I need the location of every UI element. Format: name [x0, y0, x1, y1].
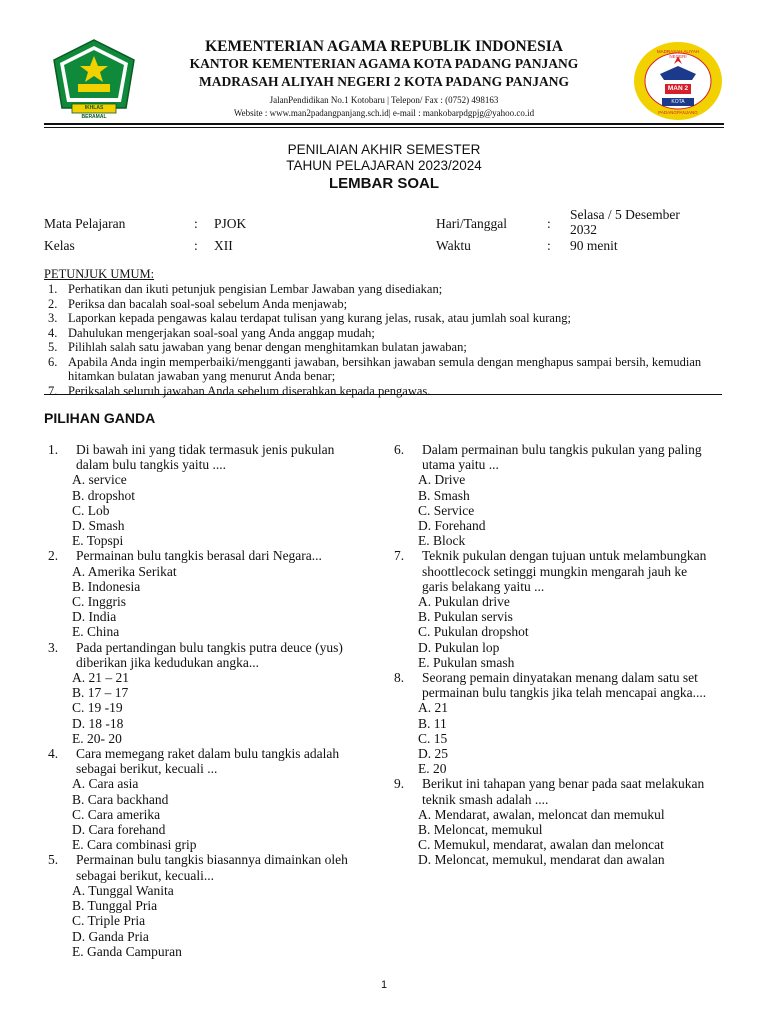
answer-option: C. Pukulan dropshot	[418, 624, 529, 640]
instruction-item	[44, 355, 724, 384]
instruction-text: Perhatikan dan ikuti petunjuk pengisian Lembar Jawaban yang disediakan;	[68, 282, 443, 296]
question-item	[44, 640, 364, 746]
question-number: 5.	[48, 852, 59, 868]
logo-kota-text: KOTA	[671, 99, 685, 105]
instruction-number: 3.	[48, 311, 58, 325]
question-text: Permainan bulu tangkis biasannya dimainkan oleh sebagai berikut, kecuali...	[76, 852, 348, 883]
answer-option: E. Topspi	[72, 533, 124, 549]
question-item	[44, 548, 364, 639]
subject-colon: :	[194, 216, 198, 231]
instruction-number: 5.	[48, 340, 58, 354]
answer-option: C. Cara amerika	[72, 806, 161, 822]
instruction-text: Pilihlah salah satu jawaban yang benar dengan menghitamkan bulatan jawaban;	[68, 340, 467, 354]
question-text: Seorang pemain dinyatakan menang dalam satu set permainan bulu tangkis jika telah mencapai angka....	[422, 670, 707, 701]
question-number: 8.	[394, 670, 405, 686]
instruction-item	[44, 326, 724, 341]
question-item	[390, 776, 710, 867]
time-colon: :	[547, 238, 551, 253]
header-school: MADRASAH ALIYAH NEGERI 2 KOTA PADANG PANJANG	[198, 74, 570, 89]
instructions-title: PETUNJUK UMUM:	[44, 267, 155, 281]
header-address: JalanPendidikan No.1 Kotobaru | Telepon/ Fax : (0752) 498163	[269, 95, 499, 105]
date-colon: :	[547, 216, 551, 231]
class-value: XII	[214, 238, 233, 253]
answer-option: C. 19 -19	[72, 700, 123, 716]
question-number: 6.	[394, 442, 405, 457]
subject-label: Mata Pelajaran	[44, 216, 126, 231]
answer-option: E. 20- 20	[72, 730, 122, 746]
answer-option: D. Ganda Pria	[72, 928, 149, 944]
instruction-text: Periksalah seluruh jawaban Anda sebelum diserahkan kepada pengawas.	[68, 383, 431, 398]
answer-option: B. Cara backhand	[72, 791, 169, 807]
answer-option: E. Ganda Campuran	[72, 943, 182, 959]
header-divider-thin	[44, 127, 724, 128]
time-label: Waktu	[436, 238, 471, 253]
date-value-line2: 2032	[570, 222, 597, 237]
answer-option: C. Memukul, mendarat, awalan dan meloncat	[418, 837, 664, 853]
logo-motto: IKHLAS BERAMAL	[81, 105, 107, 120]
answer-option: D. 18 -18	[72, 715, 124, 731]
header-office: KANTOR KEMENTERIAN AGAMA KOTA PADANG PANJANG	[189, 56, 579, 71]
answer-option: E. Pukulan smash	[418, 654, 515, 670]
instruction-text: Apabila Anda ingin memperbaiki/mengganti jawaban, bersihkan jawaban semula dengan menghapus sampai bersih, kemudian hitamkan bulatan jawaban yang menurut Anda benar;	[68, 354, 702, 383]
answer-option: E. China	[72, 624, 120, 640]
answer-option: C. Lob	[72, 502, 110, 518]
question-item	[390, 442, 710, 548]
class-label: Kelas	[44, 238, 75, 253]
logo-bottom-text: PADANGPANJANG	[658, 110, 698, 115]
question-number: 7.	[394, 548, 405, 564]
answer-option: B. Tunggal Pria	[72, 898, 158, 914]
date-value-line1: Selasa / 5 Desember	[570, 207, 680, 222]
answer-option: A. 21	[418, 700, 448, 716]
question-text: Teknik pukulan dengan tujuan untuk melambungkan shoottlecock setinggi mungkin mengarah jauh ke garis belakang yaitu ...	[422, 548, 707, 594]
answer-option: B. Meloncat, memukul	[418, 822, 543, 838]
answer-option: D. Cara forehand	[72, 822, 166, 838]
question-number: 2.	[48, 548, 59, 564]
question-text: Di bawah ini yang tidak termasuk jenis pukulan dalam bulu tangkis yaitu ....	[76, 442, 335, 473]
question-item	[390, 548, 710, 670]
answer-option: C. Triple Pria	[72, 913, 146, 929]
question-text: Permainan bulu tangkis berasal dari Negara...	[76, 548, 322, 564]
answer-option: A. Pukulan drive	[418, 594, 510, 610]
answer-option: C. 15	[418, 730, 448, 746]
answer-option: A. Amerika Serikat	[72, 563, 177, 579]
header-website: Website : www.man2padangpanjang.sch.id| e-mail : mankobarpdgpjg@yahoo.co.id	[233, 108, 535, 118]
question-text: Berikut ini tahapan yang benar pada saat melakukan teknik smash adalah ....	[422, 776, 705, 807]
exam-sheet-title: LEMBAR SOAL	[329, 175, 439, 192]
instruction-text: Dahulukan mengerjakan soal-soal yang Anda anggap mudah;	[68, 325, 375, 340]
class-colon: :	[194, 238, 198, 253]
instruction-number: 7.	[48, 383, 58, 398]
question-number: 3.	[48, 639, 59, 655]
instructions-list	[44, 282, 724, 398]
answer-option: D. 25	[418, 746, 448, 762]
answer-option: A. Cara asia	[72, 776, 139, 792]
question-item	[390, 670, 710, 776]
questions-left-column	[44, 442, 364, 959]
instruction-number: 4.	[48, 325, 58, 340]
answer-option: B. Pukulan servis	[418, 609, 513, 625]
answer-option: B. Smash	[418, 487, 470, 503]
logo-man2-text: MAN 2	[667, 85, 689, 92]
instruction-number: 6.	[48, 354, 58, 369]
answer-option: A. 21 – 21	[72, 670, 129, 686]
answer-option: D. Smash	[72, 518, 125, 534]
answer-option: B. 11	[418, 715, 447, 731]
question-text: Cara memegang raket dalam bulu tangkis adalah sebagai berikut, kecuali ...	[76, 746, 340, 777]
answer-option: B. 17 – 17	[72, 685, 129, 701]
question-text: Pada pertandingan bulu tangkis putra deuce (yus) diberikan jika kedudukan angka...	[76, 639, 343, 670]
answer-option: E. Cara combinasi grip	[72, 837, 197, 853]
answer-option: A. service	[72, 472, 127, 488]
instruction-item	[44, 384, 724, 399]
exam-year: TAHUN PELAJARAN 2023/2024	[286, 158, 482, 173]
question-item	[44, 852, 364, 958]
question-item	[44, 746, 364, 852]
answer-option: C. Service	[418, 502, 475, 518]
answer-option: D. India	[72, 609, 117, 625]
instruction-text: Periksa dan bacalah soal-soal sebelum Anda menjawab;	[68, 296, 348, 311]
instruction-item	[44, 340, 724, 355]
instruction-number: 1.	[48, 282, 58, 296]
instruction-text: Laporkan kepada pengawas kalau terdapat tulisan yang kurang jelas, rusak, atau jumlah soal kurang;	[68, 311, 571, 325]
exam-title: PENILAIAN AKHIR SEMESTER	[287, 142, 481, 157]
question-item	[44, 442, 364, 548]
answer-option: E. Block	[418, 533, 466, 549]
answer-option: A. Tunggal Wanita	[72, 882, 174, 898]
instructions-divider	[44, 394, 722, 395]
logo-top-text: MADRASAH ALIYAH NEGERI	[656, 49, 700, 59]
section-title: PILIHAN GANDA	[44, 410, 156, 426]
answer-option: B. Indonesia	[72, 578, 141, 594]
answer-option: B. dropshot	[72, 487, 136, 503]
subject-value: PJOK	[214, 216, 247, 231]
question-number: 9.	[394, 776, 405, 792]
answer-option: A. Drive	[418, 472, 466, 488]
instruction-item	[44, 311, 724, 326]
questions-right-column	[390, 442, 710, 868]
instruction-item	[44, 282, 724, 297]
answer-option: C. Inggris	[72, 594, 126, 610]
time-value: 90 menit	[570, 238, 618, 253]
answer-option: D. Forehand	[418, 518, 486, 534]
answer-option: A. Mendarat, awalan, meloncat dan memukul	[418, 806, 665, 822]
instruction-number: 2.	[48, 296, 58, 311]
question-number: 1.	[48, 442, 59, 457]
question-text: Dalam permainan bulu tangkis pukulan yang paling utama yaitu ...	[422, 442, 702, 473]
header-ministry: KEMENTERIAN AGAMA REPUBLIK INDONESIA	[205, 38, 563, 55]
instruction-item	[44, 297, 724, 312]
page-number: 1	[380, 979, 388, 991]
answer-option: D. Meloncat, memukul, mendarat dan awalan	[418, 852, 665, 868]
date-label: Hari/Tanggal	[436, 216, 508, 231]
header-divider-thick	[44, 123, 724, 125]
answer-option: E. 20	[418, 761, 447, 777]
answer-option: D. Pukulan lop	[418, 639, 500, 655]
question-number: 4.	[48, 746, 59, 762]
